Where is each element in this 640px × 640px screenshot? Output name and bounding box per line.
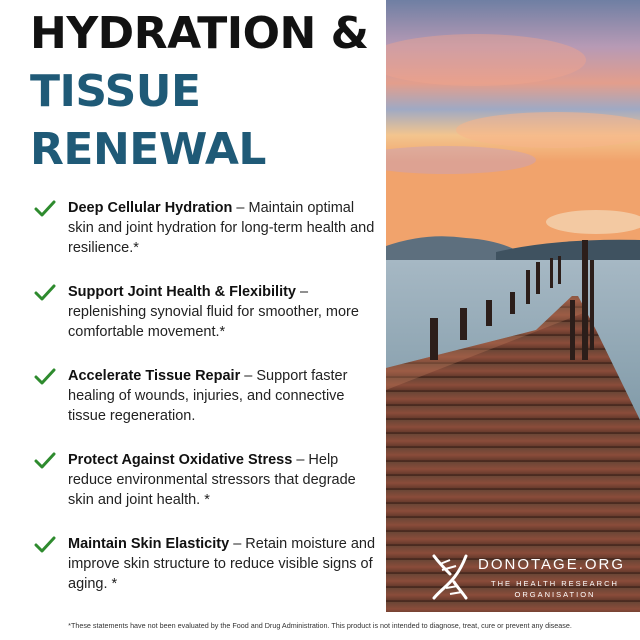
benefit-text xyxy=(68,198,376,258)
benefit-text xyxy=(68,534,376,594)
benefit-text xyxy=(68,366,376,426)
title-line-1: HYDRATION & xyxy=(30,8,369,59)
benefit-body: – Retain moisture and improve skin structure to reduce visible signs of aging. * xyxy=(68,536,376,592)
benefit-body: – Maintain optimal skin and joint hydration for long-term health and resilience.* xyxy=(68,200,375,256)
check-icon xyxy=(34,200,56,218)
check-icon xyxy=(34,536,56,554)
benefit-text xyxy=(68,450,376,510)
logo-name: DONOTAGE.ORG xyxy=(478,556,626,573)
pier-sunset-illustration xyxy=(386,0,640,612)
title-line-2: TISSUE xyxy=(30,66,201,117)
benefit-heading: Accelerate Tissue Repair xyxy=(68,368,241,384)
benefit-heading: Support Joint Health & Flexibility xyxy=(68,284,296,300)
check-icon xyxy=(34,452,56,470)
donotage-logo[interactable] xyxy=(428,548,634,608)
benefit-body: – replenishing synovial fluid for smoother, more comfortable movement.* xyxy=(68,284,359,340)
benefit-text xyxy=(68,282,376,342)
check-icon xyxy=(34,284,56,302)
title-line-3: RENEWAL xyxy=(30,124,266,175)
benefit-heading: Maintain Skin Elasticity xyxy=(68,536,230,552)
logo-tagline: THE HEALTH RESEARCH ORGANISATION xyxy=(491,579,619,599)
benefit-heading: Deep Cellular Hydration xyxy=(68,200,233,216)
pier-sunset-photo xyxy=(386,0,640,612)
check-icon xyxy=(34,368,56,386)
benefit-body: – Support faster healing of wounds, injuries, and connective tissue regeneration. xyxy=(68,368,348,424)
dna-icon xyxy=(428,552,472,602)
footer xyxy=(0,612,640,640)
benefit-heading: Protect Against Oxidative Stress xyxy=(68,452,293,468)
fda-disclaimer: *These statements have not been evaluated by the Food and Drug Administration. This product is not intended to diagnose, treat, cure or prevent any disease. xyxy=(68,621,572,630)
benefit-body: – Help reduce environmental stressors that degrade skin and joint health. * xyxy=(68,452,356,508)
